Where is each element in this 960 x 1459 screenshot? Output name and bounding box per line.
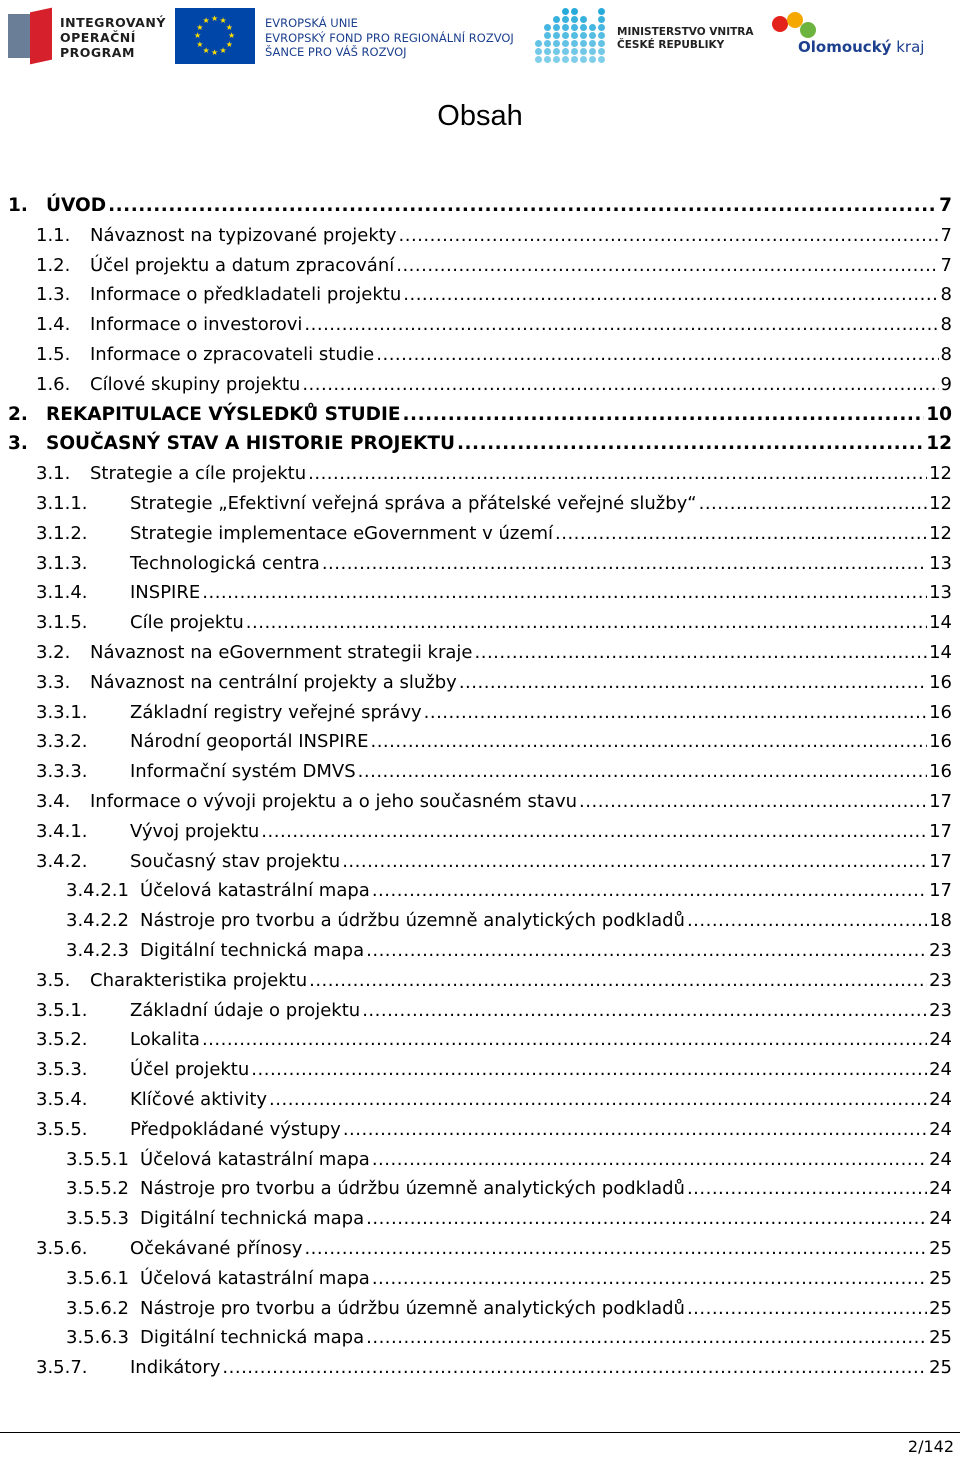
toc-dot-leader <box>372 1147 927 1173</box>
toc-dot-leader <box>372 878 927 904</box>
toc-dot-leader <box>358 759 927 785</box>
toc-dot-leader <box>424 700 927 726</box>
toc-entry-number: 3.5.2. <box>36 1029 88 1051</box>
toc-dot-leader <box>370 729 927 755</box>
footer-divider <box>0 1432 960 1433</box>
toc-dot-leader <box>459 670 927 696</box>
toc-entry-page: 23 <box>929 999 952 1021</box>
toc-entry[interactable] <box>66 878 952 904</box>
toc-entry-number: 3.1.3. <box>36 552 88 574</box>
toc-entry-title: Informace o investorovi <box>90 314 303 336</box>
toc-entry-page: 23 <box>929 940 952 961</box>
toc-entry-title: Klíčové aktivity <box>130 1089 268 1110</box>
olomoucky-kraj-text <box>798 38 924 56</box>
toc-entry-title: Účel projektu <box>130 1059 250 1081</box>
toc-entry-title: ÚVOD <box>46 195 107 216</box>
toc-entry-title: Informační systém DMVS <box>130 761 356 783</box>
toc-entry-number: 3.5.5.3 <box>66 1208 129 1230</box>
toc-entry-number: 3.5. <box>36 969 71 991</box>
toc-entry-number: 3.5.1. <box>36 999 88 1021</box>
eu-logo-text <box>265 16 514 60</box>
toc-entry[interactable] <box>8 193 952 219</box>
toc-entry-page: 7 <box>940 224 952 246</box>
mvcr-line-2: ČESKÉ REPUBLIKY <box>617 39 725 51</box>
toc-entry-title: Strategie „Efektivní veřejná správa a přátelské veřejné služby“ <box>130 493 697 514</box>
toc-entry-title: Technologická centra <box>130 552 320 574</box>
toc-dot-leader <box>246 610 927 636</box>
toc-entry-title: Současný stav projektu <box>130 850 341 872</box>
toc-entry-number: 3.4.2. <box>36 850 88 872</box>
toc-entry-page: 8 <box>940 314 952 336</box>
toc-entry[interactable] <box>8 402 952 428</box>
toc-entry-number: 2. <box>8 403 28 425</box>
toc-dot-leader <box>366 1206 927 1232</box>
toc-entry-title: Digitální technická mapa <box>140 1327 365 1349</box>
toc-entry-page: 8 <box>940 284 952 306</box>
toc-entry[interactable] <box>36 700 952 726</box>
toc-dot-leader <box>403 282 938 308</box>
toc-entry-number: 1.1. <box>36 224 71 246</box>
toc-dot-leader <box>304 312 938 338</box>
toc-entry-title: Nástroje pro tvorbu a údržbu územně analytických podkladů <box>140 1297 685 1319</box>
toc-entry[interactable] <box>36 580 952 606</box>
toc-entry[interactable] <box>36 342 952 368</box>
toc-entry-title: Strategie implementace eGovernment v území <box>130 522 553 544</box>
toc-entry-page: 24 <box>929 1059 952 1081</box>
toc-dot-leader <box>322 551 927 577</box>
toc-entry-title: Účel projektu a datum zpracování <box>90 254 395 276</box>
toc-dot-leader <box>362 998 927 1024</box>
toc-entry-page: 24 <box>929 1208 952 1230</box>
toc-entry[interactable] <box>36 968 952 994</box>
toc-entry-page: 8 <box>940 344 952 365</box>
toc-entry-title: REKAPITULACE VÝSLEDKŮ STUDIE <box>46 403 401 425</box>
toc-dot-leader <box>108 193 937 219</box>
toc-entry-title: Lokalita <box>130 1029 200 1051</box>
toc-dot-leader <box>687 1176 927 1202</box>
iop-logo <box>6 8 166 64</box>
eu-line-1: EVROPSKÁ UNIE <box>265 16 358 30</box>
olomoucky-name: Olomoucký <box>798 38 892 56</box>
toc-dot-leader <box>555 521 927 547</box>
toc-entry-title: Účelová katastrální mapa <box>140 1267 370 1289</box>
toc-entry[interactable] <box>36 521 952 547</box>
toc-entry[interactable] <box>36 1355 952 1381</box>
toc-entry-number: 1. <box>8 195 28 216</box>
toc-entry[interactable] <box>66 1206 952 1232</box>
toc-entry-page: 13 <box>929 552 952 574</box>
mvcr-dots-icon <box>535 8 607 64</box>
toc-dot-leader <box>308 461 927 487</box>
toc-entry[interactable] <box>36 640 952 666</box>
toc-entry-number: 3.4.1. <box>36 820 88 842</box>
toc-entry[interactable] <box>36 849 952 875</box>
toc-entry[interactable] <box>66 1266 952 1292</box>
toc-entry-page: 24 <box>929 1118 952 1140</box>
toc-dot-leader <box>457 431 924 457</box>
toc-entry-title: Nástroje pro tvorbu a údržbu územně analytických podkladů <box>140 1178 685 1200</box>
toc-dot-leader <box>202 1027 927 1053</box>
toc-entry-page: 12 <box>929 493 952 514</box>
toc-entry-page: 9 <box>940 373 952 395</box>
toc-entry[interactable] <box>36 789 952 815</box>
toc-entry-number: 3.5.5. <box>36 1118 88 1140</box>
toc-entry-number: 3.2. <box>36 642 71 663</box>
toc-entry-title: Návaznost na centrální projekty a služby <box>90 671 457 693</box>
toc-entry-number: 3.5.3. <box>36 1059 88 1081</box>
toc-entry[interactable] <box>36 491 952 517</box>
toc-entry-page: 24 <box>929 1089 952 1110</box>
toc-entry[interactable] <box>36 372 952 398</box>
toc-entry-title: Digitální technická mapa <box>140 940 365 961</box>
toc-entry[interactable] <box>36 759 952 785</box>
toc-entry[interactable] <box>36 998 952 1024</box>
toc-entry-title: Strategie a cíle projektu <box>90 463 307 485</box>
toc-entry-title: Informace o vývoji projektu a o jeho současném stavu <box>90 791 578 812</box>
toc-entry-number: 3.3. <box>36 671 71 693</box>
toc-entry-number: 3.3.3. <box>36 761 88 783</box>
mvcr-logo-text <box>617 26 753 52</box>
toc-entry-page: 17 <box>929 820 952 842</box>
toc-entry-number: 3.5.6. <box>36 1238 88 1259</box>
toc-entry-page: 17 <box>929 791 952 812</box>
toc-entry-page: 7 <box>940 254 952 276</box>
toc-dot-leader <box>475 640 928 666</box>
toc-entry-page: 24 <box>929 1178 952 1200</box>
toc-entry[interactable] <box>8 431 952 457</box>
toc-entry-page: 25 <box>929 1357 952 1379</box>
toc-entry-page: 10 <box>926 403 952 425</box>
toc-entry[interactable] <box>66 1296 952 1322</box>
toc-dot-leader <box>302 372 938 398</box>
toc-entry-page: 25 <box>929 1297 952 1319</box>
toc-entry-page: 24 <box>929 1148 952 1170</box>
toc-dot-leader <box>309 968 927 994</box>
toc-entry-number: 3.1.2. <box>36 522 88 544</box>
toc-entry-title: Nástroje pro tvorbu a údržbu územně analytických podkladů <box>140 910 685 932</box>
toc-dot-leader <box>343 1117 927 1143</box>
toc-entry-title: Informace o předkladateli projektu <box>90 284 402 306</box>
footer-page-number: 2/142 <box>907 1437 954 1456</box>
toc-dot-leader <box>202 580 927 606</box>
eu-line-3: ŠANCE PRO VÁŠ ROZVOJ <box>265 45 407 59</box>
toc-entry-title: Vývoj projektu <box>130 820 260 842</box>
toc-entry-title: Předpokládané výstupy <box>130 1118 341 1140</box>
toc-entry-page: 23 <box>929 969 952 991</box>
toc-dot-leader <box>699 491 927 517</box>
olomoucky-suffix: kraj <box>896 38 925 56</box>
toc-entry-number: 3.5.6.2 <box>66 1297 129 1319</box>
iop-flag-icon <box>6 10 54 62</box>
toc-entry[interactable] <box>36 1057 952 1083</box>
toc-entry-page: 24 <box>929 1029 952 1051</box>
toc-dot-leader <box>403 402 925 428</box>
toc-entry-number: 3.5.6.3 <box>66 1327 129 1349</box>
toc-entry-page: 16 <box>929 761 952 783</box>
toc-dot-leader <box>222 1355 927 1381</box>
toc-entry[interactable] <box>66 1147 952 1173</box>
toc-entry-number: 1.4. <box>36 314 71 336</box>
toc-entry-page: 25 <box>929 1267 952 1289</box>
toc-entry-title: Informace o zpracovateli studie <box>90 344 375 365</box>
toc-entry[interactable] <box>66 938 952 964</box>
toc-entry-number: 1.5. <box>36 344 71 365</box>
toc-entry[interactable] <box>36 1087 952 1113</box>
toc-entry-title: Účelová katastrální mapa <box>140 880 370 902</box>
toc-entry-number: 3.5.7. <box>36 1357 88 1379</box>
toc-entry-number: 3.3.1. <box>36 701 88 723</box>
toc-entry-number: 3.5.6.1 <box>66 1267 129 1289</box>
toc-entry-title: Charakteristika projektu <box>90 969 308 991</box>
toc-dot-leader <box>366 938 927 964</box>
iop-line-3: PROGRAM <box>60 45 135 60</box>
toc-entry[interactable] <box>36 729 952 755</box>
toc-entry[interactable] <box>36 461 952 487</box>
toc-entry-title: Digitální technická mapa <box>140 1208 365 1230</box>
toc-entry-title: Indikátory <box>130 1357 221 1379</box>
iop-line-2: OPERAČNÍ <box>60 30 136 45</box>
toc-entry[interactable] <box>66 1176 952 1202</box>
toc-dot-leader <box>396 253 938 279</box>
toc-entry-number: 3.4.2.1 <box>66 880 129 902</box>
toc-dot-leader <box>687 908 927 934</box>
toc-entry-title: Cíle projektu <box>130 612 244 634</box>
toc-entry-number: 3.4.2.2 <box>66 910 129 932</box>
toc-dot-leader <box>579 789 927 815</box>
toc-entry-page: 17 <box>929 880 952 902</box>
mvcr-logo <box>535 8 754 64</box>
toc-entry-page: 16 <box>929 671 952 693</box>
toc-entry[interactable] <box>36 253 952 279</box>
toc-entry-number: 3.5.5.1 <box>66 1148 129 1170</box>
toc-dot-leader <box>269 1087 927 1113</box>
toc-entry-number: 1.2. <box>36 254 71 276</box>
toc-entry[interactable] <box>36 1027 952 1053</box>
toc-dot-leader <box>399 223 939 249</box>
toc-entry-title: Národní geoportál INSPIRE <box>130 731 369 753</box>
toc-entry[interactable] <box>36 282 952 308</box>
toc-entry[interactable] <box>36 551 952 577</box>
toc-dot-leader <box>251 1057 927 1083</box>
toc-entry-title: Návaznost na eGovernment strategii kraje <box>90 642 473 663</box>
toc-entry[interactable] <box>66 908 952 934</box>
toc-dot-leader <box>376 342 938 368</box>
toc-entry-title: Očekávané přínosy <box>130 1238 303 1259</box>
toc-entry-page: 7 <box>939 195 952 216</box>
toc-dot-leader <box>304 1236 927 1262</box>
toc-entry-page: 25 <box>929 1238 952 1259</box>
toc-entry[interactable] <box>36 819 952 845</box>
toc-entry-page: 12 <box>929 522 952 544</box>
toc-dot-leader <box>372 1266 927 1292</box>
toc-entry[interactable] <box>66 1325 952 1351</box>
toc-entry-number: 3.1.4. <box>36 582 88 604</box>
eu-logo <box>175 8 514 64</box>
toc-entry[interactable] <box>36 1236 952 1262</box>
toc-entry-number: 3. <box>8 433 28 455</box>
toc-dot-leader <box>366 1325 927 1351</box>
eu-line-2: EVROPSKÝ FOND PRO REGIONÁLNÍ ROZVOJ <box>265 30 514 45</box>
page-title: Obsah <box>437 100 523 132</box>
toc-entry-title: SOUČASNÝ STAV A HISTORIE PROJEKTU <box>46 433 455 455</box>
toc-entry[interactable] <box>36 670 952 696</box>
toc-entry-page: 12 <box>926 433 952 455</box>
toc-entry-number: 3.5.5.2 <box>66 1178 129 1200</box>
toc-entry-title: Základní registry veřejné správy <box>130 701 422 723</box>
toc-entry-title: Návaznost na typizované projekty <box>90 224 397 246</box>
mvcr-line-1: MINISTERSTVO VNITRA <box>617 26 754 38</box>
toc-dot-leader <box>687 1296 927 1322</box>
toc-entry-page: 14 <box>929 612 952 634</box>
toc-dot-leader <box>261 819 927 845</box>
toc-entry[interactable] <box>36 312 952 338</box>
toc-entry-number: 3.1.1. <box>36 493 88 514</box>
toc-entry-number: 1.3. <box>36 284 71 306</box>
toc-entry[interactable] <box>36 223 952 249</box>
toc-entry-page: 14 <box>929 642 952 663</box>
toc-entry-number: 3.5.4. <box>36 1089 88 1110</box>
iop-logo-text <box>60 15 166 60</box>
toc-entry-title: Základní údaje o projektu <box>130 999 361 1021</box>
toc-entry-page: 25 <box>929 1327 952 1349</box>
toc-entry-number: 1.6. <box>36 373 71 395</box>
toc-entry-number: 3.3.2. <box>36 731 88 753</box>
iop-line-1: INTEGROVANÝ <box>60 15 166 30</box>
toc-entry-number: 3.4. <box>36 791 71 812</box>
toc-entry-title: Účelová katastrální mapa <box>140 1148 370 1170</box>
toc-entry-title: INSPIRE <box>130 582 201 604</box>
toc-entry-page: 16 <box>929 701 952 723</box>
toc-entry-page: 17 <box>929 850 952 872</box>
eu-flag-icon: ★ ★ ★ ★ ★ ★ ★ ★ ★ ★ ★ ★ <box>175 8 255 64</box>
header-logos <box>0 0 960 75</box>
toc-entry-page: 16 <box>929 731 952 753</box>
toc-entry[interactable] <box>36 1117 952 1143</box>
toc-entry-page: 13 <box>929 582 952 604</box>
toc-entry[interactable] <box>36 610 952 636</box>
olomoucky-kraj-logo <box>770 8 950 64</box>
toc-entry-number: 3.1.5. <box>36 612 88 634</box>
toc-entry-number: 3.1. <box>36 463 71 485</box>
toc-dot-leader <box>342 849 927 875</box>
toc-entry-number: 3.4.2.3 <box>66 940 129 961</box>
toc-entry-title: Cílové skupiny projektu <box>90 373 301 395</box>
toc-entry-page: 18 <box>929 910 952 932</box>
toc-entry-page: 12 <box>929 463 952 485</box>
